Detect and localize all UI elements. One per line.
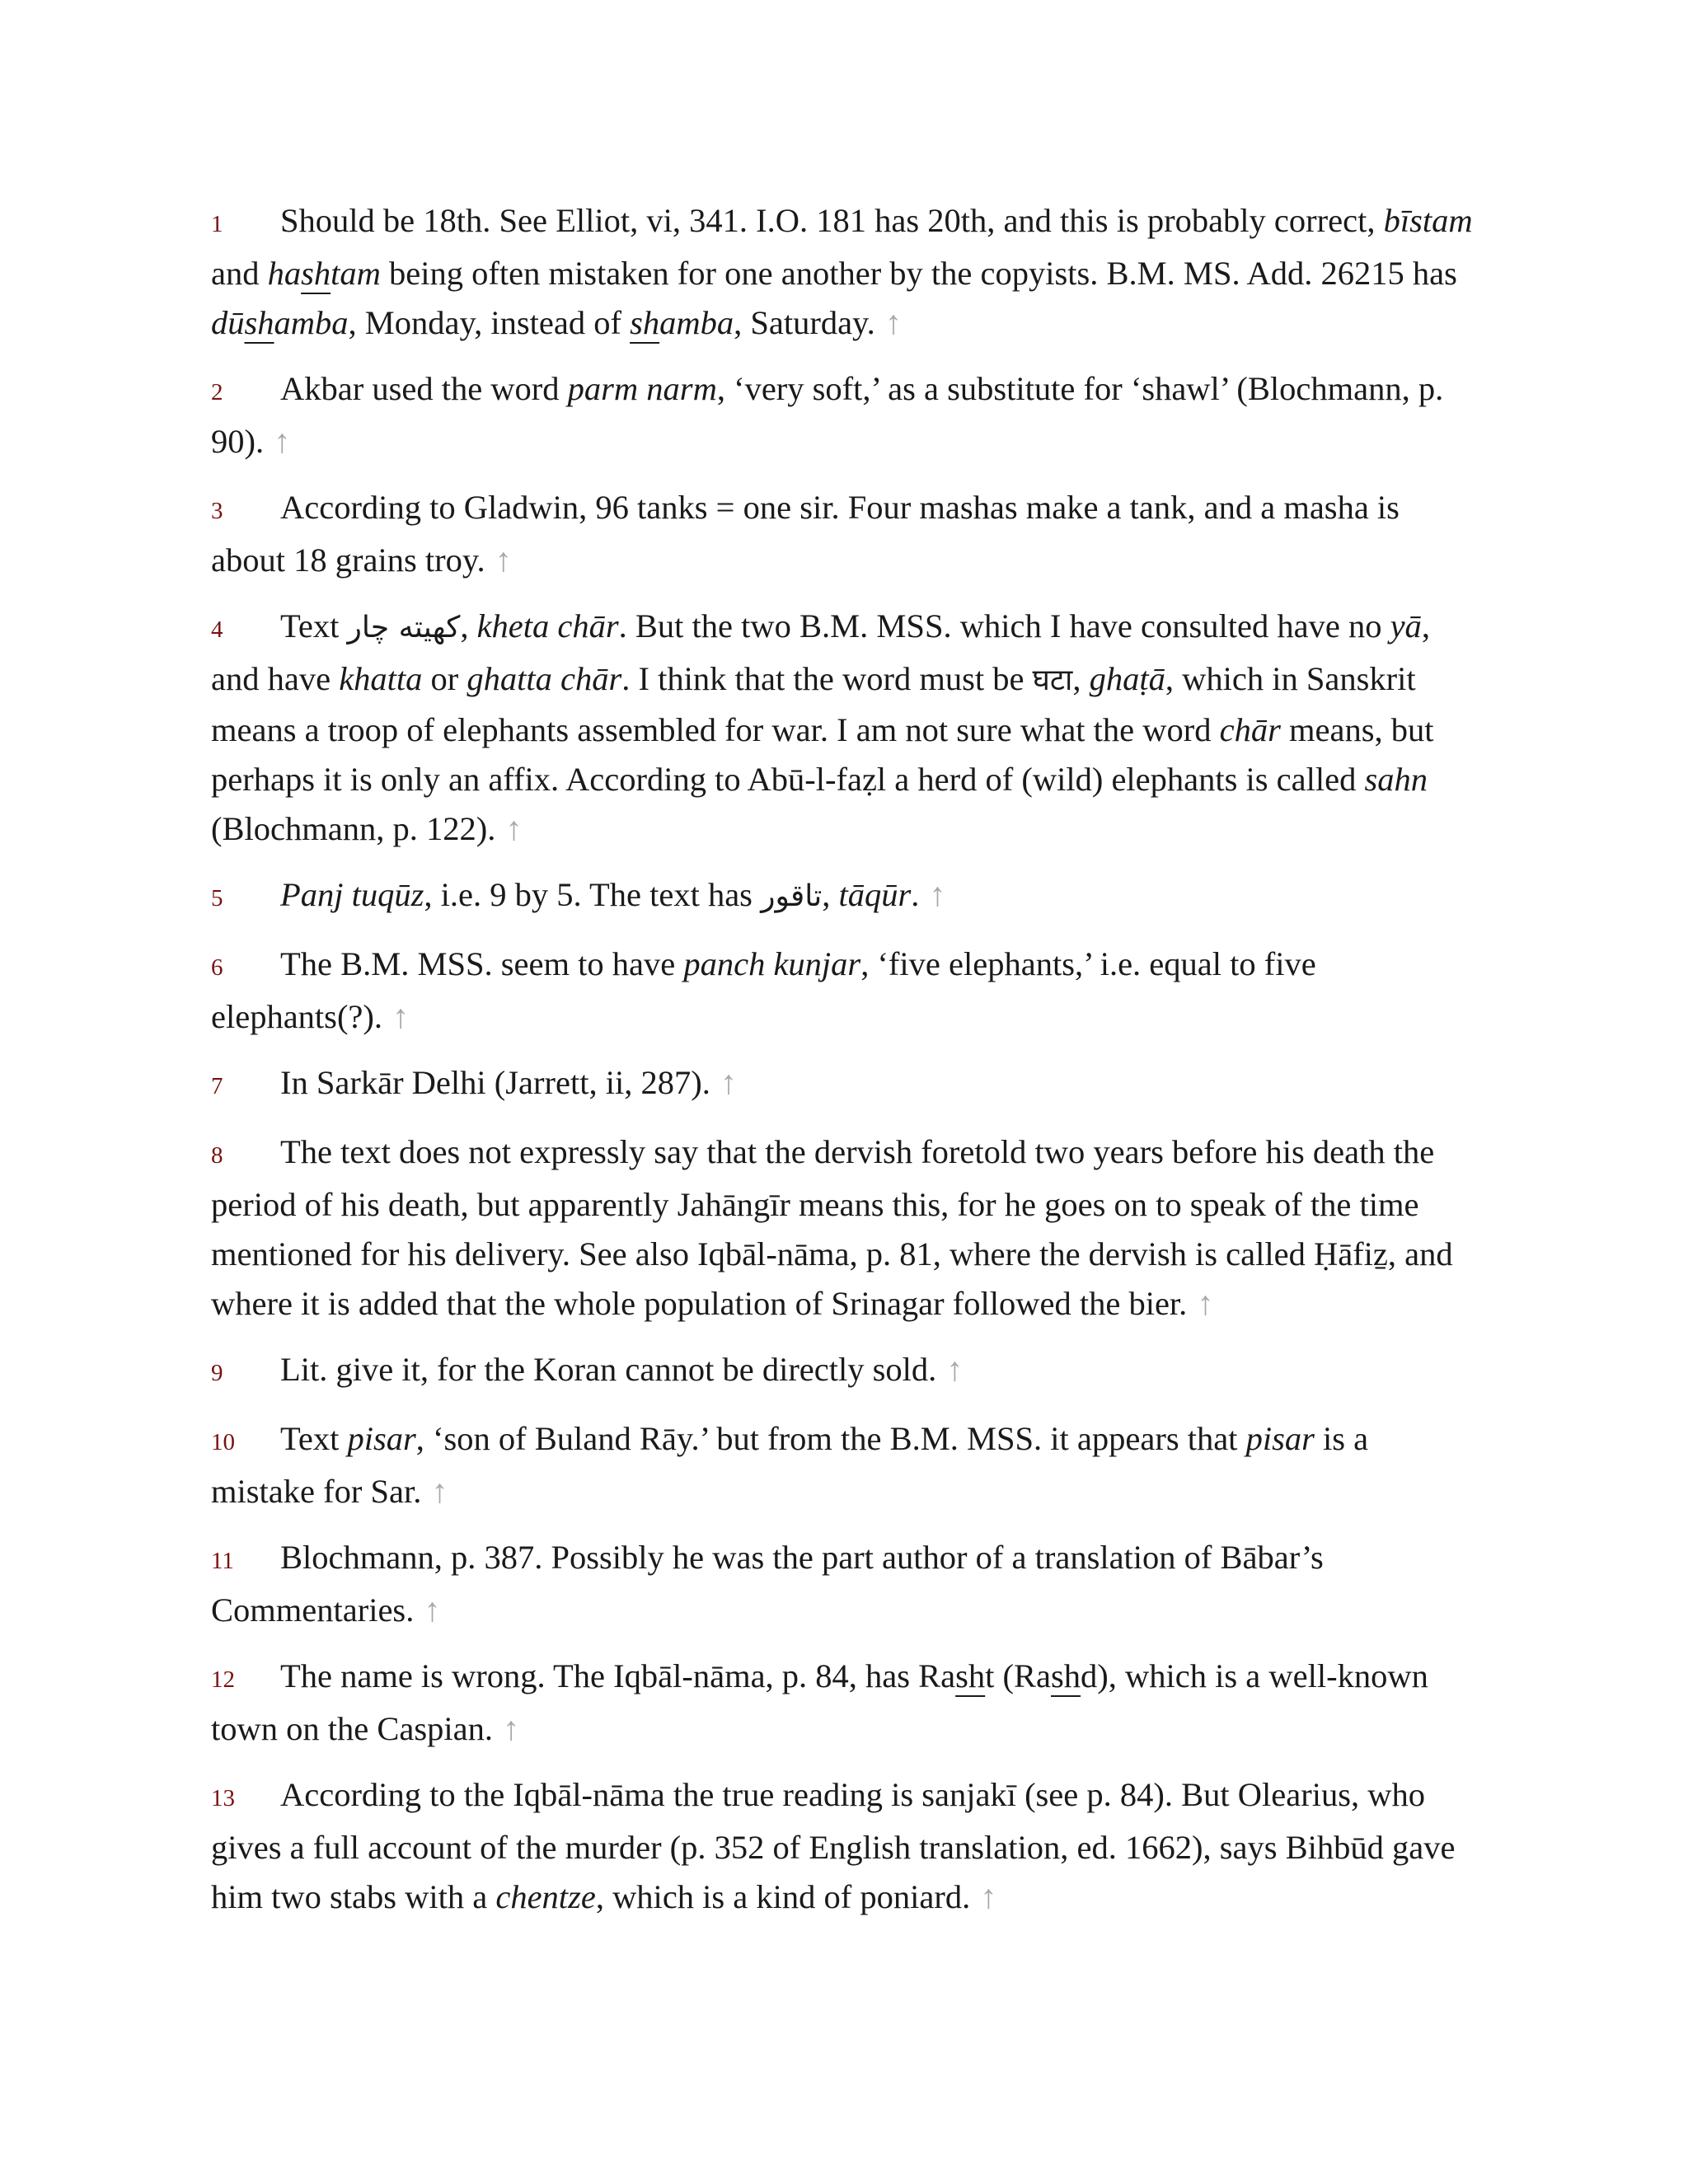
- footnote-text-segment: , ‘son of Buland Rāy.’ but from the B.M. MSS. it appears that: [415, 1420, 1246, 1457]
- footnote-text-segment: According to the Iqbāl-nāma the true reading is sanjakī (see p. 84). But Olearius, who gives a full account of the murder (p. 352 of English translation, ed. 1662), says Bihbūd gave him two stabs with a: [211, 1776, 1456, 1915]
- footnote-number: 1: [211, 211, 223, 237]
- footnote-text-segment: pisar: [347, 1420, 416, 1457]
- footnote-text-segment: In Sarkār Delhi (Jarrett, ii, 287).: [280, 1064, 710, 1101]
- footnote-text-segment: Should be 18th. See Elliot, vi, 341. I.O. 181 has 20th, and this is probably correct,: [280, 202, 1384, 239]
- footnote: [211, 1127, 1474, 1329]
- footnote-text-segment: dū: [211, 304, 245, 341]
- footnote: [211, 364, 1474, 466]
- footnote-text-segment: sh: [244, 304, 274, 341]
- footnote: [211, 1414, 1474, 1516]
- footnote-text-segment: घटा: [1032, 663, 1073, 697]
- footnote: [211, 1652, 1474, 1754]
- footnote-text-segment: amba: [659, 304, 734, 341]
- footnote-text-segment: panch kunjar: [683, 945, 861, 982]
- footnote-text-segment: According to Gladwin, 96 tanks = one sir. Four mashas make a tank, and a masha is about 18 grains troy.: [211, 489, 1400, 579]
- footnote-text-segment: sh: [955, 1657, 986, 1694]
- footnote-text-segment: ,: [822, 876, 839, 913]
- footnote-text-segment: tāqūr: [838, 876, 912, 913]
- footnote-text-segment: chentze: [495, 1878, 596, 1915]
- back-to-reference-arrow-icon[interactable]: ↑: [505, 810, 523, 847]
- footnote-number: 10: [211, 1429, 235, 1455]
- footnote-number: 11: [211, 1548, 234, 1574]
- footnote-text-segment: . I think that the word must be: [621, 660, 1033, 697]
- footnote-text-segment: amba: [274, 304, 349, 341]
- footnote: [211, 1058, 1474, 1111]
- back-to-reference-arrow-icon[interactable]: ↑: [502, 1710, 520, 1747]
- footnote-number: 9: [211, 1360, 223, 1386]
- footnote-number: 5: [211, 885, 223, 912]
- footnote-text-segment: bīstam: [1383, 202, 1473, 239]
- footnote: [211, 483, 1474, 585]
- footnote-text-segment: , i.e. 9 by 5. The text has: [424, 876, 762, 913]
- footnote-text-segment: sh: [1051, 1657, 1081, 1694]
- footnote: [211, 196, 1474, 348]
- footnote: [211, 940, 1474, 1042]
- footnote: [211, 1533, 1474, 1635]
- footnote-number: 2: [211, 379, 223, 405]
- footnote-text-segment: , which is a kind of poniard.: [595, 1878, 971, 1915]
- footnote-text-segment: means, but perhaps it is only an affix. According to Abū-l-faẓl a herd of (wild) elephants is called: [211, 711, 1434, 798]
- back-to-reference-arrow-icon[interactable]: ↑: [884, 304, 903, 341]
- footnote-text-segment: chār: [1219, 711, 1281, 748]
- back-to-reference-arrow-icon[interactable]: ↑: [929, 876, 946, 913]
- footnote-number: 4: [211, 616, 223, 643]
- back-to-reference-arrow-icon[interactable]: ↑: [424, 1591, 441, 1629]
- footnote: [211, 1770, 1474, 1922]
- footnote: [211, 1345, 1474, 1398]
- back-to-reference-arrow-icon[interactable]: ↑: [274, 423, 291, 460]
- back-to-reference-arrow-icon[interactable]: ↑: [1197, 1285, 1214, 1322]
- footnote-number: 12: [211, 1666, 235, 1693]
- footnote-text-segment: The name is wrong. The Iqbāl-nāma, p. 84, has Ra: [280, 1657, 956, 1694]
- footnote-text-segment: , and have: [211, 607, 1430, 697]
- back-to-reference-arrow-icon[interactable]: ↑: [720, 1064, 738, 1101]
- footnote-text-segment: , Saturday.: [734, 304, 875, 341]
- back-to-reference-arrow-icon[interactable]: ↑: [431, 1473, 448, 1510]
- footnote-number: 6: [211, 954, 223, 981]
- footnote-text-segment: ha: [267, 255, 302, 292]
- footnote-text-segment: Panj tuqūz: [280, 876, 424, 913]
- footnote-text-segment: d), which is a well-known town on the Caspian.: [211, 1657, 1428, 1747]
- back-to-reference-arrow-icon[interactable]: ↑: [392, 998, 410, 1035]
- footnotes-list: [211, 196, 1474, 1922]
- back-to-reference-arrow-icon[interactable]: ↑: [495, 541, 512, 579]
- footnote-text-segment: Text: [280, 607, 348, 644]
- back-to-reference-arrow-icon[interactable]: ↑: [980, 1878, 997, 1915]
- footnote-number: 7: [211, 1073, 223, 1099]
- footnote-text-segment: ghatta chār: [467, 660, 622, 697]
- footnote-text-segment: t (Ra: [985, 1657, 1052, 1694]
- footnote: [211, 870, 1474, 923]
- footnote-text-segment: کھیته چار: [347, 611, 461, 644]
- footnote-text-segment: sahn: [1364, 761, 1428, 798]
- footnote-text-segment: , ‘very soft,’ as a substitute for ‘shawl’ (Blochmann, p. 90).: [211, 370, 1444, 460]
- back-to-reference-arrow-icon[interactable]: ↑: [946, 1351, 964, 1388]
- footnote-text-segment: ,: [460, 607, 477, 644]
- footnote-text-segment: تاقور: [761, 879, 823, 913]
- footnote-text-segment: ghaṭā: [1089, 660, 1165, 697]
- footnote-text-segment: , ‘five elephants,’ i.e. equal to five elephants(?).: [211, 945, 1316, 1035]
- footnote-text-segment: and: [211, 255, 268, 292]
- footnote-text-segment: sh: [301, 255, 331, 292]
- footnote-text-segment: , which in Sanskrit means a troop of elephants assembled for war. I am not sure what the word: [211, 660, 1416, 748]
- footnote-text-segment: kheta chār: [476, 607, 619, 644]
- footnote-number: 3: [211, 498, 223, 524]
- footnote-text-segment: , Monday, instead of: [348, 304, 631, 341]
- footnote-text-segment: khatta: [339, 660, 423, 697]
- footnote-text-segment: being often mistaken for one another by the copyists. B.M. MS. Add. 26215 has: [380, 255, 1457, 292]
- footnote: [211, 602, 1474, 854]
- footnote-text-segment: Blochmann, p. 387. Possibly he was the part author of a translation of Bābar’s Commentaries.: [211, 1539, 1324, 1629]
- footnote-number: 8: [211, 1142, 223, 1169]
- footnote-text-segment: The B.M. MSS. seem to have: [280, 945, 684, 982]
- footnote-text-segment: . But the two B.M. MSS. which I have consulted have no: [618, 607, 1390, 644]
- footnote-text-segment: sh: [630, 304, 660, 341]
- footnote-text-segment: is a mistake for Sar.: [211, 1420, 1369, 1510]
- footnote-text-segment: or: [422, 660, 467, 697]
- footnote-text-segment: parm narm: [567, 370, 717, 407]
- footnote-text-segment: Akbar used the word: [280, 370, 568, 407]
- footnote-text-segment: The text does not expressly say that the dervish foretold two years before his death the period of his death, but apparently Jahāngīr means this, for he goes on to speak of the time mentioned for his delivery. See also Iqbāl-nāma, p. 81, where the dervish is called Ḥāfiẕ, and where it is added that the whole population of Srinagar followed the bier.: [211, 1133, 1453, 1322]
- footnote-text-segment: ,: [1072, 660, 1090, 697]
- footnote-text-segment: yā: [1390, 607, 1422, 644]
- footnote-text-segment: Text: [280, 1420, 348, 1457]
- footnote-text-segment: Lit. give it, for the Koran cannot be directly sold.: [280, 1351, 937, 1388]
- footnote-text-segment: pisar: [1245, 1420, 1315, 1457]
- footnote-number: 13: [211, 1785, 235, 1811]
- footnote-text-segment: (Blochmann, p. 122).: [211, 810, 496, 847]
- footnote-text-segment: .: [911, 876, 920, 913]
- footnote-text-segment: tam: [331, 255, 381, 292]
